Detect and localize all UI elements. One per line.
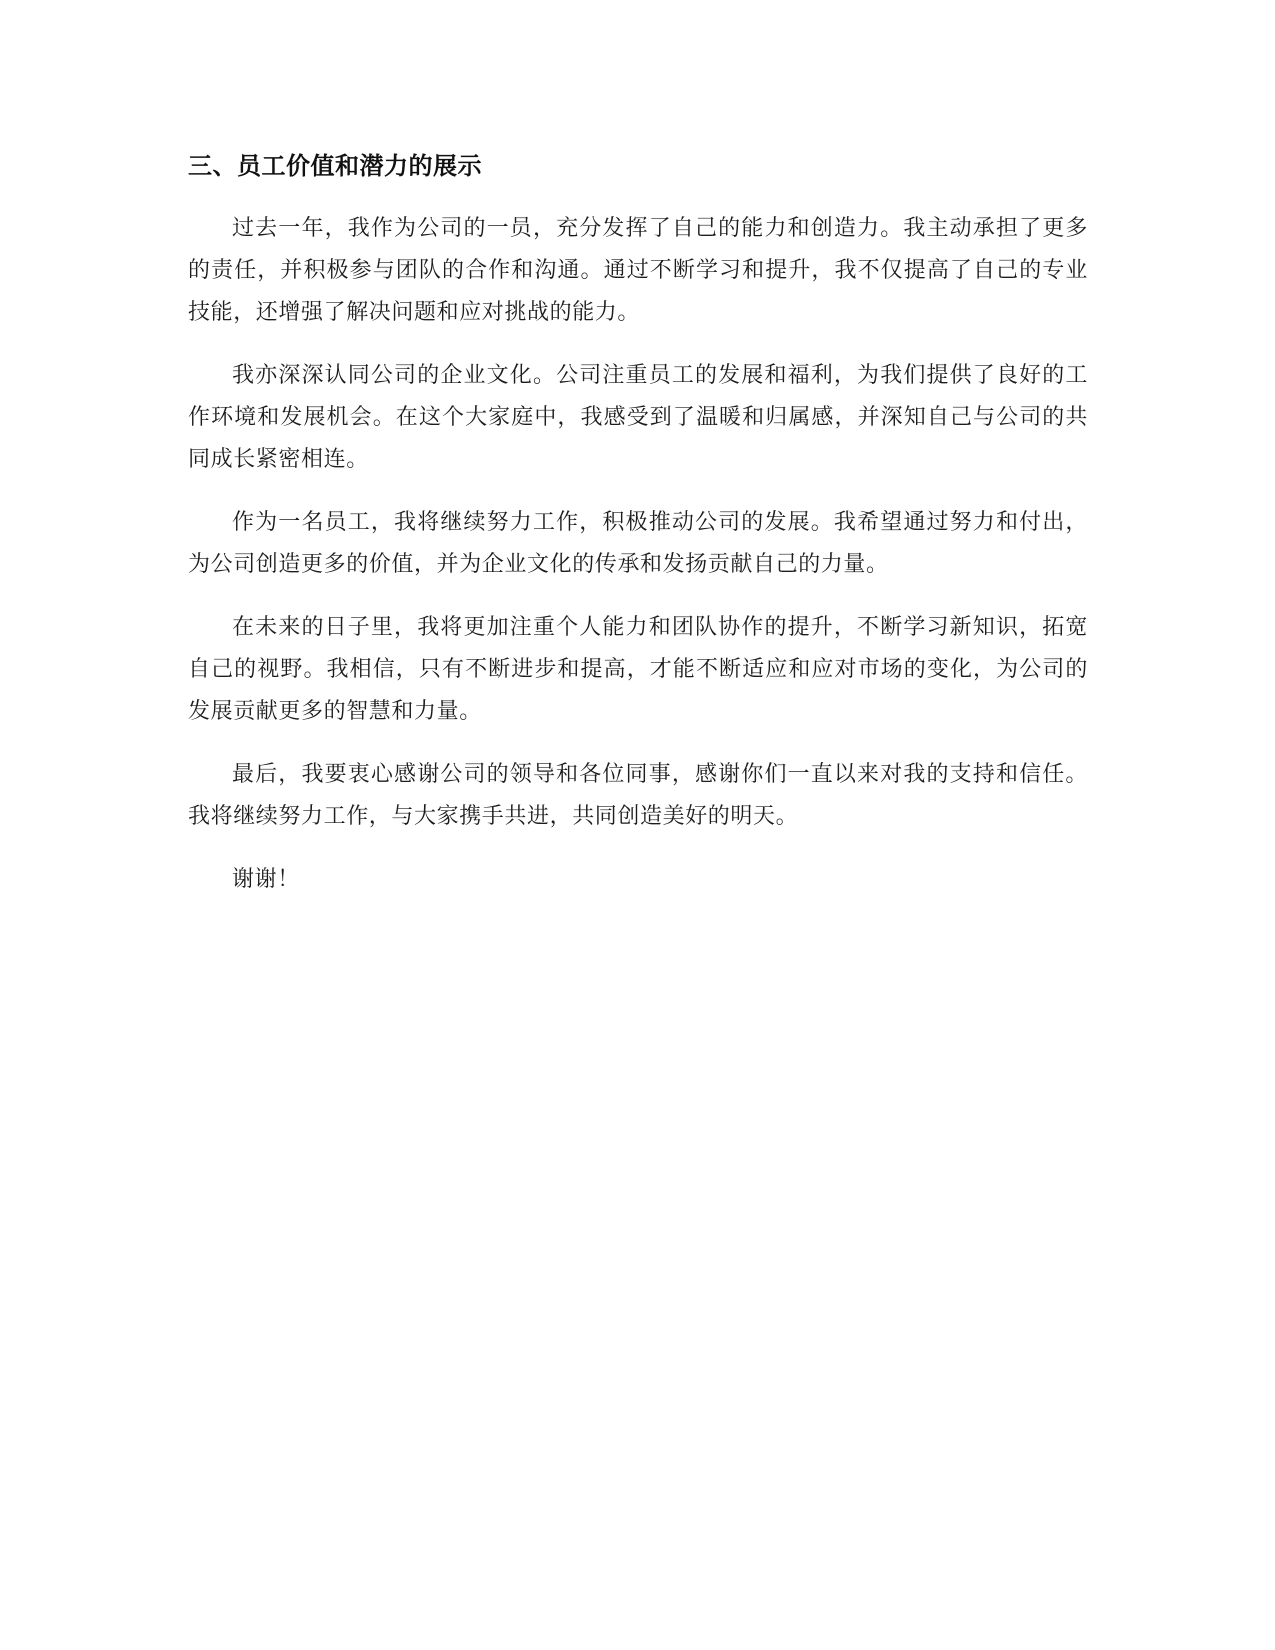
closing-thanks: 谢谢！ <box>232 867 300 892</box>
paragraph-employee-contribution: 过去一年，我作为公司的一员，充分发挥了自己的能力和创造力。我主动承担了更多的责任，并积极参与团队的合作和沟通。通过不断学习和提升，我不仅提高了自己的专业技能，还增强了解决问题和应对挑战的能力。 <box>188 216 1088 325</box>
paragraph-gratitude: 最后，我要衷心感谢公司的领导和各位同事，感谢你们一直以来对我的支持和信任。我将继续努力工作，与大家携手共进，共同创造美好的明天。 <box>188 762 1088 829</box>
paragraph-company-culture: 我亦深深认同公司的企业文化。公司注重员工的发展和福利，为我们提供了良好的工作环境和发展机会。在这个大家庭中，我感受到了温暖和归属感，并深知自己与公司的共同成长紧密相连。 <box>188 363 1088 472</box>
paragraph-future-plans: 在未来的日子里，我将更加注重个人能力和团队协作的提升，不断学习新知识，拓宽自己的视野。我相信，只有不断进步和提高，才能不断适应和应对市场的变化，为公司的发展贡献更多的智慧和力量。 <box>188 615 1088 724</box>
paragraph-commitment: 作为一名员工，我将继续努力工作，积极推动公司的发展。我希望通过努力和付出，为公司创造更多的价值，并为企业文化的传承和发扬贡献自己的力量。 <box>188 510 1088 577</box>
document-body <box>188 146 1088 922</box>
section-title: 三、员工价值和潜力的展示 <box>188 152 482 180</box>
